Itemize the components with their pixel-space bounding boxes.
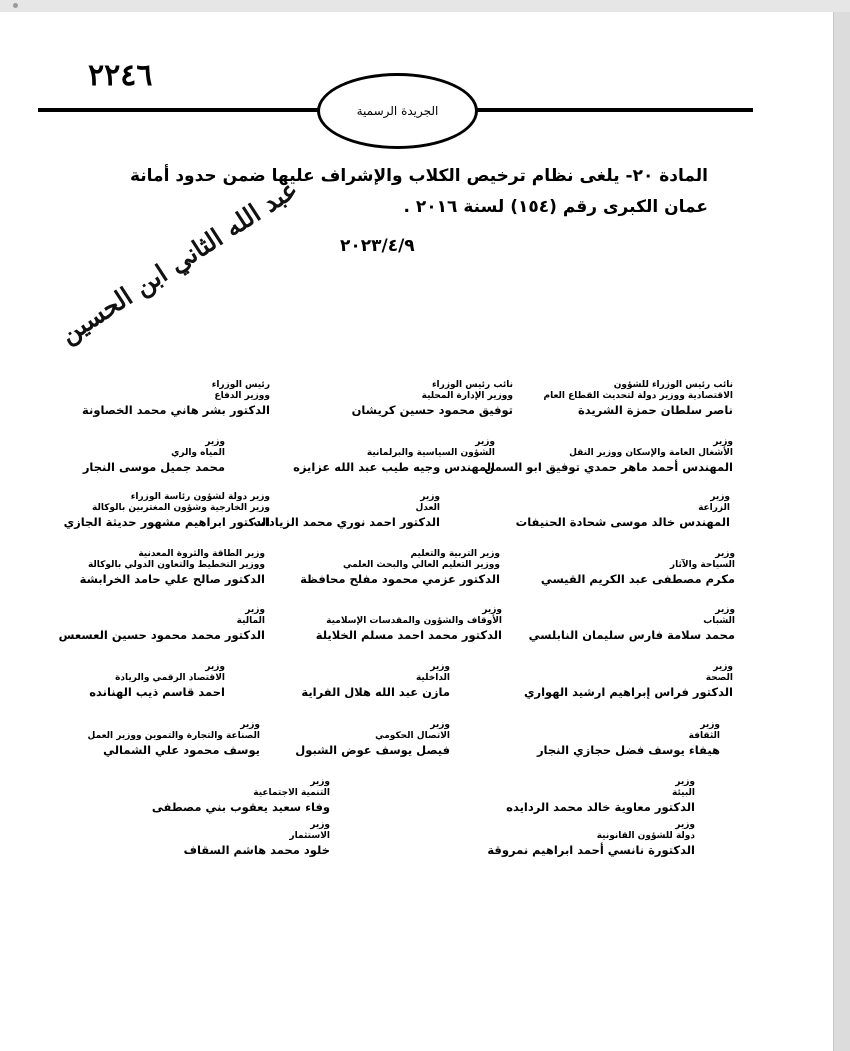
minister-title: ووزير التخطيط والتعاون الدولي بالوكالة bbox=[87, 560, 265, 570]
minister-name: المهندس وجيه طيب عبد الله عزايزه bbox=[293, 460, 495, 474]
minister-title: وزير bbox=[205, 437, 225, 447]
minister-name: الدكتور صالح علي حامد الخرابشة bbox=[79, 572, 265, 586]
minister-name: الدكتور فراس إبراهيم ارشيد الهواري bbox=[523, 685, 733, 699]
minister-block bbox=[524, 662, 733, 699]
minister-block bbox=[516, 492, 730, 529]
vertical-scrollbar[interactable] bbox=[833, 12, 850, 1051]
minister-block bbox=[83, 437, 225, 474]
minister-block bbox=[152, 777, 330, 814]
minister-title: الأشغال العامة والإسكان ووزير النقل bbox=[569, 448, 733, 458]
minister-title: الاستثمار bbox=[289, 831, 330, 841]
minister-name: احمد قاسم ذيب الهنانده bbox=[89, 685, 225, 699]
minister-block bbox=[293, 437, 495, 474]
minister-name: وفاء سعيد يعقوب بني مصطفى bbox=[151, 800, 330, 814]
minister-title: نائب رئيس الوزراء للشؤون bbox=[613, 380, 733, 390]
minister-title: الصحة bbox=[705, 673, 733, 683]
minister-title: وزير bbox=[675, 777, 695, 787]
minister-name: الدكتور محمد محمود حسين العسعس bbox=[58, 628, 265, 642]
minister-title: الاقتصاد الرقمي والريادة bbox=[115, 673, 225, 683]
minister-title: الثقافة bbox=[688, 731, 720, 741]
minister-block bbox=[543, 380, 733, 417]
minister-block bbox=[300, 549, 500, 586]
minister-name: فيصل يوسف عوض الشبول bbox=[295, 743, 450, 757]
minister-block bbox=[352, 380, 513, 417]
minister-title: وزير bbox=[205, 662, 225, 672]
minister-name: هيفاء يوسف فضل حجازي النجار bbox=[536, 743, 720, 757]
minister-name: توفيق محمود حسين كريشان bbox=[351, 403, 513, 417]
decree-date: ٢٠٢٣/٤/٩ bbox=[340, 236, 415, 256]
minister-title: الصناعة والتجارة والتموين ووزير العمل bbox=[87, 731, 260, 741]
minister-block bbox=[59, 605, 265, 642]
window-dot-icon bbox=[13, 3, 18, 8]
minister-name: خلود محمد هاشم السقاف bbox=[183, 843, 330, 857]
minister-title: وزير bbox=[430, 662, 450, 672]
header-rule-right bbox=[470, 108, 753, 112]
minister-name: الدكتور ابراهيم مشهور حديثة الجازي bbox=[63, 515, 270, 529]
minister-title: وزير التربية والتعليم bbox=[410, 549, 500, 559]
minister-block bbox=[89, 662, 225, 699]
minister-title: البيئة bbox=[672, 788, 695, 798]
minister-title: الزراعة bbox=[698, 503, 730, 513]
minister-name: مازن عبد الله هلال الفراية bbox=[301, 685, 450, 699]
minister-title: التنمية الاجتماعية bbox=[253, 788, 330, 798]
minister-name: محمد سلامة فارس سليمان النابلسي bbox=[528, 628, 735, 642]
minister-name: المهندس خالد موسى شحادة الحنيفات bbox=[515, 515, 730, 529]
minister-title: دولة للشؤون القانونية bbox=[596, 831, 695, 841]
minister-title: ووزير الإدارة المحلية bbox=[421, 391, 513, 401]
minister-title: وزير bbox=[675, 820, 695, 830]
minister-title: السياحة والآثار bbox=[669, 560, 735, 570]
minister-name: مكرم مصطفى عبد الكريم القيسي bbox=[540, 572, 735, 586]
minister-title: وزير bbox=[715, 549, 735, 559]
minister-title: الاقتصادية ووزير دولة لتحديث القطاع العام bbox=[543, 391, 733, 401]
header-rule-left bbox=[38, 108, 320, 112]
minister-name: الدكتور عزمي محمود مفلح محافظة bbox=[300, 572, 500, 586]
minister-block bbox=[80, 549, 265, 586]
minister-block bbox=[541, 549, 735, 586]
minister-name: يوسف محمود علي الشمالي bbox=[103, 743, 260, 757]
gazette-title: الجريدة الرسمية bbox=[356, 104, 439, 118]
minister-title: وزير دولة لشؤون رئاسة الوزراء bbox=[130, 492, 270, 502]
minister-title: رئيس الوزراء bbox=[211, 380, 270, 390]
minister-name: المهندس أحمد ماهر حمدي توفيق ابو السمن bbox=[484, 460, 733, 474]
minister-block bbox=[64, 492, 270, 529]
minister-block bbox=[537, 720, 720, 757]
minister-title: وزير الطاقة والثروة المعدنية bbox=[138, 549, 265, 559]
minister-title: وزير bbox=[713, 437, 733, 447]
minister-block bbox=[295, 720, 450, 757]
article-line-1: المادة ٢٠- يلغى نظام ترخيص الكلاب والإشراف عليها ضمن حدود أمانة bbox=[129, 166, 708, 186]
page-number: ٢٢٤٦ bbox=[88, 58, 153, 93]
minister-title: وزير الخارجية وشؤون المغتربين بالوكالة bbox=[91, 503, 270, 513]
minister-block bbox=[506, 777, 695, 814]
minister-title: وزير bbox=[713, 662, 733, 672]
minister-block bbox=[82, 380, 270, 417]
minister-title: وزير bbox=[710, 492, 730, 502]
minister-title: المالية bbox=[236, 616, 265, 626]
minister-title: المياه والري bbox=[171, 448, 225, 458]
minister-title: ووزير الدفاع bbox=[214, 391, 270, 401]
minister-block bbox=[529, 605, 735, 642]
minister-block bbox=[184, 820, 330, 857]
minister-title: وزير bbox=[700, 720, 720, 730]
minister-name: الدكتور محمد احمد مسلم الخلايلة bbox=[315, 628, 502, 642]
minister-block bbox=[253, 492, 440, 529]
minister-title: الداخلية bbox=[415, 673, 450, 683]
minister-block bbox=[301, 662, 450, 699]
minister-title: الأوقاف والشؤون والمقدسات الإسلامية bbox=[326, 616, 502, 626]
minister-title: وزير bbox=[430, 720, 450, 730]
article-line-2: عمان الكبرى رقم (١٥٤) لسنة ٢٠١٦ . bbox=[403, 197, 708, 217]
minister-block bbox=[487, 820, 695, 857]
minister-title: الشؤون السياسية والبرلمانية bbox=[366, 448, 495, 458]
minister-name: محمد جميل موسى النجار bbox=[82, 460, 225, 474]
minister-name: الدكتور معاوية خالد محمد الردايده bbox=[506, 800, 695, 814]
minister-name: الدكتور بشر هاني محمد الخصاونة bbox=[82, 403, 270, 417]
minister-title: وزير bbox=[482, 605, 502, 615]
royal-signature: عبد الله الثاني ابن الحسين bbox=[55, 174, 303, 350]
minister-title: وزير bbox=[245, 605, 265, 615]
minister-title: وزير bbox=[310, 777, 330, 787]
minister-title: وزير bbox=[715, 605, 735, 615]
minister-name: الدكتورة نانسي أحمد ابراهيم نمروقة bbox=[487, 843, 695, 857]
minister-title: ووزير التعليم العالي والبحث العلمي bbox=[342, 560, 500, 570]
minister-name: ناصر سلطان حمزة الشريدة bbox=[577, 403, 733, 417]
minister-title: العدل bbox=[415, 503, 440, 513]
minister-block bbox=[484, 437, 733, 474]
minister-name: الدكتور احمد نوري محمد الزيادات bbox=[253, 515, 440, 529]
minister-block bbox=[88, 720, 260, 757]
minister-title: نائب رئيس الوزراء bbox=[431, 380, 513, 390]
minister-title: وزير bbox=[475, 437, 495, 447]
minister-block bbox=[316, 605, 502, 642]
minister-title: وزير bbox=[240, 720, 260, 730]
minister-title: الاتصال الحكومي bbox=[375, 731, 450, 741]
gazette-header-oval bbox=[317, 73, 478, 149]
minister-title: وزير bbox=[310, 820, 330, 830]
minister-title: وزير bbox=[420, 492, 440, 502]
minister-title: الشباب bbox=[703, 616, 735, 626]
